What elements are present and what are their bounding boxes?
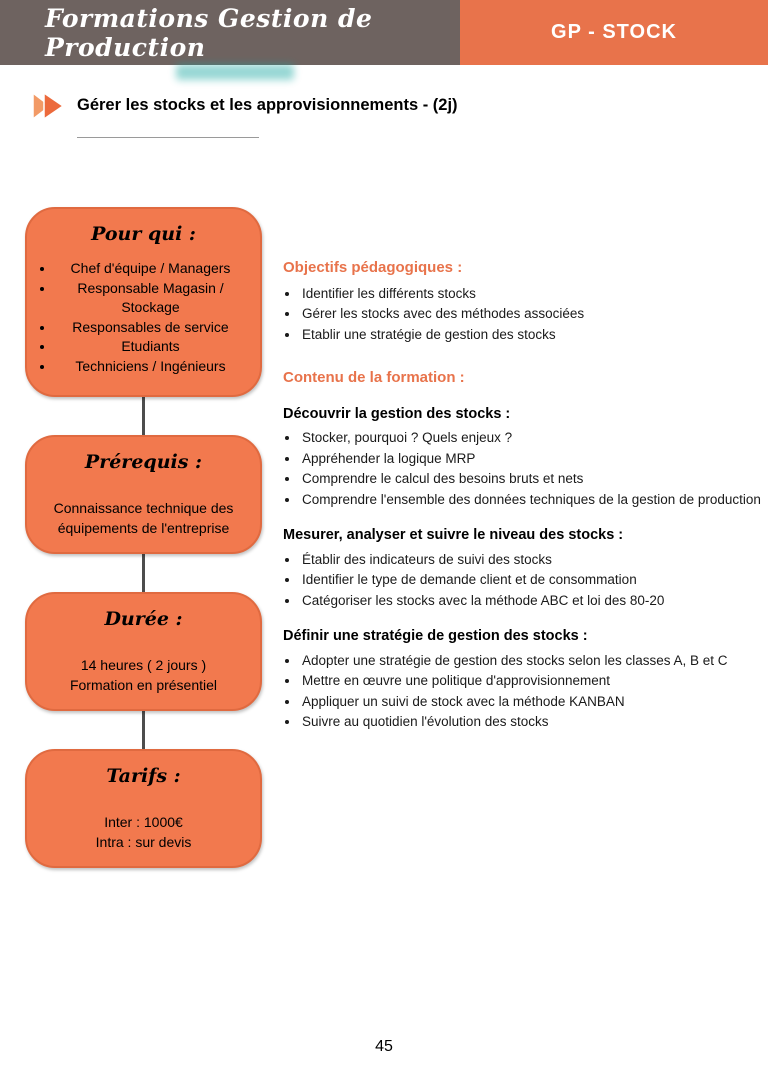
list-item: • Comprendre l'ensemble des données techniques de la gestion de production: [300, 490, 768, 510]
list-item: • Responsable Magasin / Stockage: [55, 279, 246, 318]
course-title-row: [33, 92, 458, 138]
main-content: [283, 258, 768, 742]
list-item: • Adopter une stratégie de gestion des stocks selon les classes A, B et C: [300, 651, 768, 671]
box-prerequis: [25, 435, 262, 554]
box-pour-qui: [25, 207, 262, 397]
title-underline: [77, 137, 259, 138]
list-item: • Etablir une stratégie de gestion des stocks: [300, 325, 768, 345]
objectives-heading: Objectifs pédagogiques :: [283, 259, 463, 276]
box-title: Durée :: [104, 608, 183, 630]
page-number: 45: [375, 1038, 393, 1055]
sidebar: [25, 207, 262, 868]
header-badge: GP - STOCK: [460, 0, 768, 65]
list-item: • Catégoriser les stocks avec la méthode ABC et loi des 80-20: [300, 591, 768, 611]
list-item: • Stocker, pourquoi ? Quels enjeux ?: [300, 428, 768, 448]
list-item: • Gérer les stocks avec des méthodes associées: [300, 304, 768, 324]
blurred-watermark: [176, 64, 294, 80]
list-item: • Suivre au quotidien l'évolution des stocks: [300, 712, 768, 732]
section-list: [283, 428, 768, 509]
course-title-block: [77, 92, 458, 138]
prerequis-text: Connaissance technique des équipements de l'entreprise: [53, 500, 234, 536]
section-list: [283, 550, 768, 611]
section-heading: Définir une stratégie de gestion des stocks :: [283, 628, 588, 644]
list-item: • Établir des indicateurs de suivi des stocks: [300, 550, 768, 570]
box-title: Prérequis :: [84, 451, 203, 473]
page-header: [0, 0, 768, 65]
list-item: • Identifier les différents stocks: [300, 284, 768, 304]
tarif-line: Intra : sur devis: [95, 833, 192, 850]
list-item: • Mettre en œuvre une politique d'approvisionnement: [300, 671, 768, 691]
list-item: • Comprendre le calcul des besoins bruts et nets: [300, 469, 768, 489]
box-title: Pour qui :: [91, 223, 196, 245]
course-title: Gérer les stocks et les approvisionnements - (2j): [77, 96, 458, 114]
duree-line: Formation en présentiel: [69, 676, 218, 693]
duree-line: 14 heures ( 2 jours ): [80, 657, 207, 673]
section-heading: Découvrir la gestion des stocks :: [283, 405, 511, 422]
list-item: • Chef d'équipe / Managers: [55, 259, 246, 279]
header-title: Formations Gestion de Production: [45, 3, 373, 62]
box-title: Tarifs :: [106, 765, 181, 787]
box-duree: [25, 592, 262, 711]
list-item: • Techniciens / Ingénieurs: [55, 357, 246, 377]
section-list: [283, 651, 768, 732]
list-item: • Etudiants: [55, 337, 246, 357]
tarif-line: Inter : 1000€: [104, 814, 183, 830]
list-item: • Appréhender la logique MRP: [300, 449, 768, 469]
list-item: • Identifier le type de demande client et de consommation: [300, 570, 768, 590]
list-item: • Appliquer un suivi de stock avec la méthode KANBAN: [300, 692, 768, 712]
objectives-list: [283, 284, 768, 345]
section-heading: Mesurer, analyser et suivre le niveau des stocks :: [283, 527, 624, 543]
double-arrow-icon: [33, 92, 67, 120]
box-tarifs: [25, 749, 262, 868]
audience-list: [37, 259, 250, 376]
list-item: • Responsables de service: [55, 318, 246, 338]
contenu-heading: Contenu de la formation :: [283, 369, 465, 386]
